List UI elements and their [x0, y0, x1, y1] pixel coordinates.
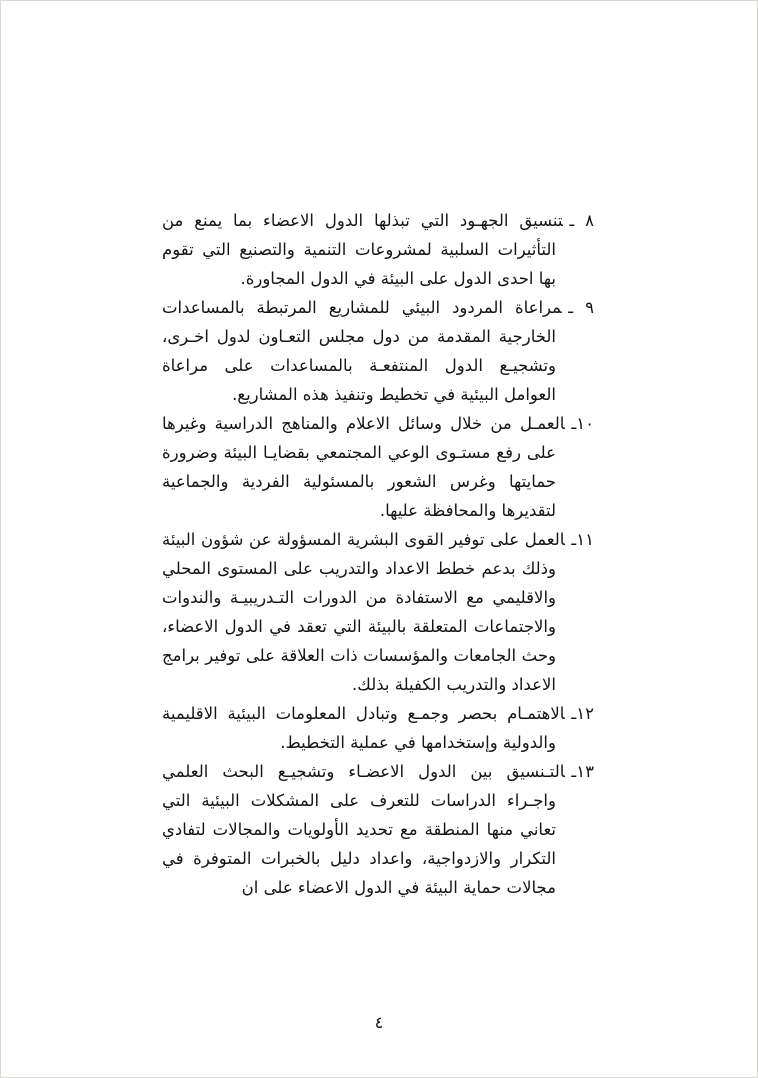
item-text: تنسيق الجهـود التي تبذلها الدول الاعضاء بما يمنع من التأثيرات السلبية لمشروعات التنمية والتصنيع التي تقوم بها احدى الدول على البيئة في الدول المجاورة.	[162, 211, 563, 288]
item-number: ١٠ـ	[571, 414, 594, 433]
page-number: ٤	[374, 1013, 384, 1032]
item-text: مراعاة المردود البيئي للمشاريع المرتبطة بالمساعدات الخارجية المقدمة من دول مجلس التعـاون لدول اخـرى، وتشجيـع الدول المنتفعـة بالمساعدات على مراعاة العوامل البيئية في تخطيط وتنفيذ هذه المشاريع.	[162, 298, 562, 404]
item-text: التـنسيق بين الدول الاعضـاء وتشجيـع البحث العلمي واجـراء الدراسات للتعرف على المشكلات البيئية التي تعاني منها المنطقة مع تحديد الأولويات والمجالات لتفادي التكرار والازدواجية، واعداد دليل بالخبرات المتوفرة في مجالات حماية البيئة في الدول الاعضاء على ان	[162, 762, 565, 897]
item-text: العمـل من خلال وسائل الاعلام والمناهج الدراسية وغيرها على رفع مستـوى الوعي المجتمعي بقضايـا البيئة وضرورة حمايتها وغرس الشعور بالمسئولية الفردية والجماعية لتقديرها والمحافظة عليها.	[162, 414, 565, 520]
item-number: ٨ ـ	[569, 211, 594, 230]
list-item	[162, 409, 594, 525]
items-list	[162, 206, 594, 902]
list-item	[162, 525, 594, 699]
list-item	[162, 293, 594, 409]
document-text-block	[162, 206, 594, 902]
item-text: الاهتمـام بحصر وجمـع وتبادل المعلومات البيئية الاقليمية والدولية وإستخدامها في عملية التخطيط.	[162, 704, 565, 752]
item-number: ١٣ـ	[571, 762, 594, 781]
item-text: العمل على توفير القوى البشرية المسؤولة عن شؤون البيئة وذلك بدعم خطط الاعداد والتدريب على المستوى المحلي والاقليمي مع الاستفادة من الدورات التـدريبيـة والندوات والاجتماعات المتعلقة بالبيئة التي تعقد في الدول الاعضاء، وحث الجامعات والمؤسسات ذات العلاقة على توفير برامج الاعداد والتدريب الكفيلة بذلك.	[162, 530, 565, 694]
item-number: ١٢ـ	[571, 704, 594, 723]
item-number: ١١ـ	[571, 530, 594, 549]
list-item	[162, 699, 594, 757]
item-number: ٩ ـ	[568, 298, 594, 317]
list-item	[162, 757, 594, 902]
list-item	[162, 206, 594, 293]
